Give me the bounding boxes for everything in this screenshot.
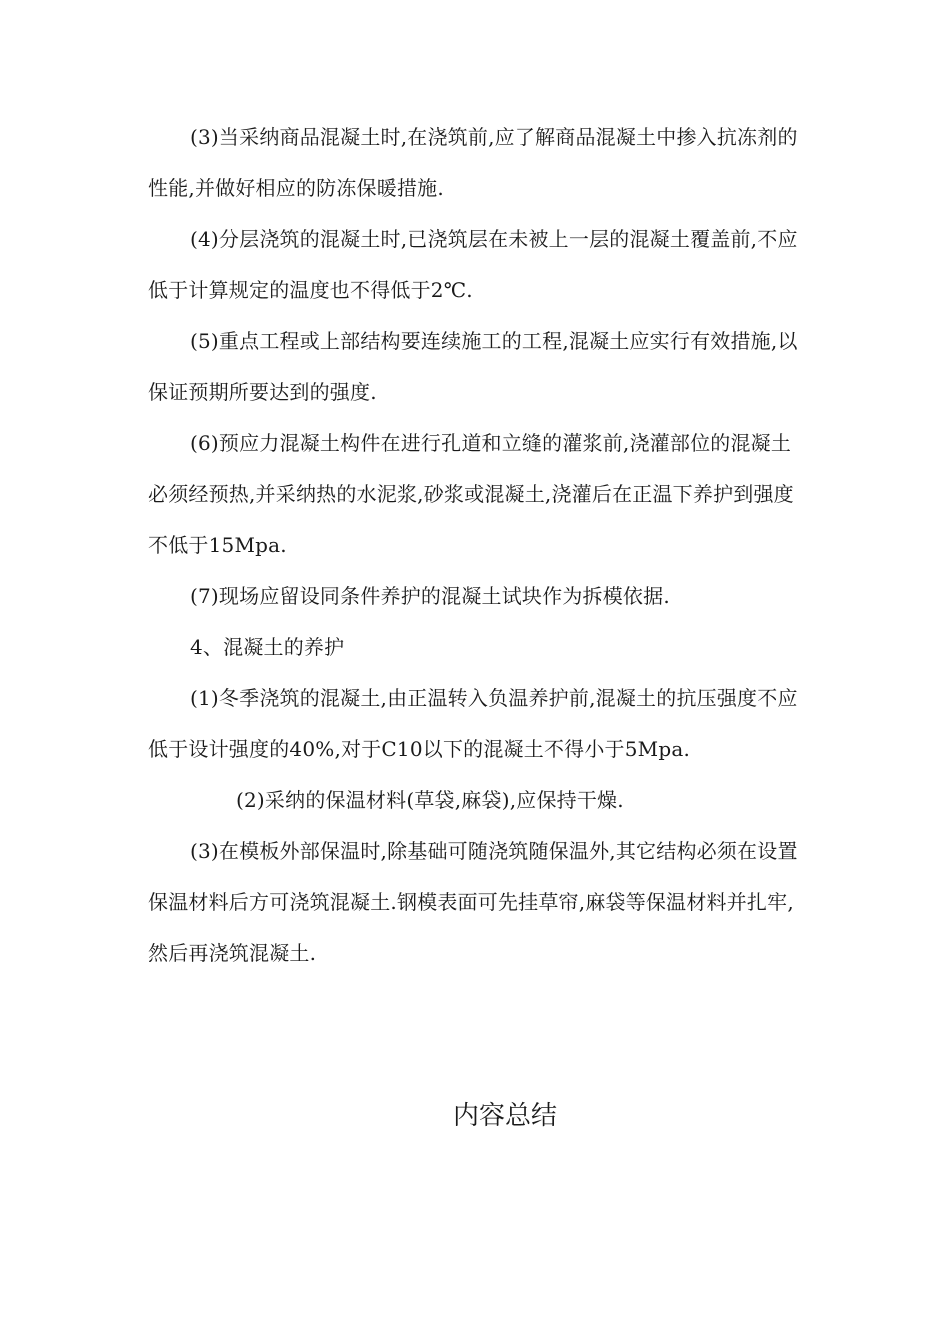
paragraph-winter-pouring: (1)冬季浇筑的混凝土,由正温转入负温养护前,混凝土的抗压强度不应低于设计强度的40%,对于C10以下的混凝土不得小于5Mpa. [148, 686, 798, 761]
paragraph-test-blocks: (7)现场应留设同条件养护的混凝土试块作为拆模依据. [190, 584, 670, 608]
summary-heading: 内容总结 [452, 1101, 557, 1131]
paragraph-commercial-concrete: (3)当采纳商品混凝土时,在浇筑前,应了解商品混凝土中掺入抗冻剂的性能,并做好相应的防冻保暖措施. [148, 125, 798, 200]
section-heading-curing: 4、混凝土的养护 [190, 635, 345, 659]
paragraph-prestressed-grouting: (6)预应力混凝土构件在进行孔道和立缝的灌浆前,浇灌部位的混凝土必须经预热,并采纳热的水泥浆,砂浆或混凝土,浇灌后在正温下养护到强度不低于15Mpa. [148, 431, 794, 557]
document-body [148, 112, 798, 979]
paragraph-insulation-materials: (2)采纳的保温材料(草袋,麻袋),应保持干燥. [236, 788, 624, 812]
paragraph-key-projects: (5)重点工程或上部结构要连续施工的工程,混凝土应实行有效措施,以保证预期所要达到的强度. [148, 329, 798, 404]
paragraph-layered-pouring: (4)分层浇筑的混凝土时,已浇筑层在未被上一层的混凝土覆盖前,不应低于计算规定的温度也不得低于2℃. [148, 227, 798, 302]
paragraph-formwork-insulation: (3)在模板外部保温时,除基础可随浇筑随保温外,其它结构必须在设置保温材料后方可浇筑混凝土.钢模表面可先挂草帘,麻袋等保温材料并扎牢,然后再浇筑混凝土. [148, 839, 798, 965]
